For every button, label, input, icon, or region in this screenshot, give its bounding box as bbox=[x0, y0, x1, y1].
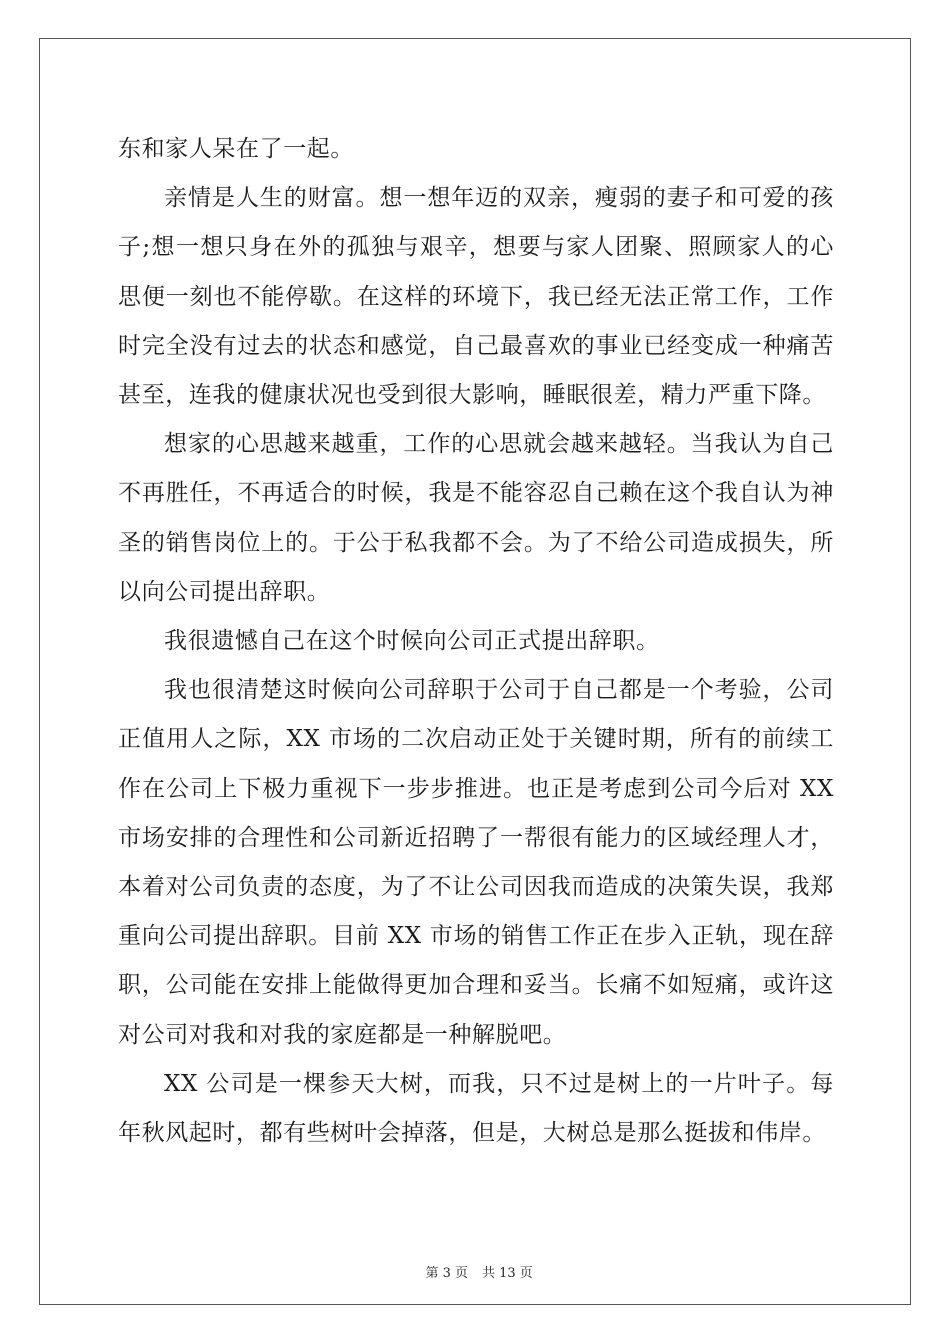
paragraph: XX 公司是一棵参天大树，而我，只不过是树上的一片叶子。每年秋风起时，都有些树叶会掉落，但是，大树总是那么挺拔和伟岸。 bbox=[118, 1070, 834, 1147]
paragraph: 想家的心思越来越重，工作的心思就会越来越轻。当我认为自己不再胜任，不再适合的时候，我是不能容忍自己赖在这个我自认为神圣的销售岗位上的。于公于私我都不会。为了不给公司造成损失，所以向公司提出辞职。 bbox=[118, 431, 834, 605]
page-footer bbox=[0, 1247, 950, 1281]
paragraph: 亲情是人生的财富。想一想年迈的双亲，瘦弱的妻子和可爱的孩子;想一想只身在外的孤独与艰辛，想要与家人团聚、照顾家人的心思便一刻也不能停歇。在这样的环境下，我已经无法正常工作，工作时完全没有过去的状态和感觉，自己最喜欢的事业已经变成一种痛苦甚至，连我的健康状况也受到很大影响，睡眠很差，精力严重下降。 bbox=[118, 185, 834, 409]
paragraph: 东和家人呆在了一起。 bbox=[118, 136, 354, 162]
paragraph: 我也很清楚这时候向公司辞职于公司于自己都是一个考验，公司正值用人之际，XX 市场的二次启动正处于关键时期，所有的前续工作在公司上下极力重视下一步步推进。也正是考虑到公司今后对 XX 市场安排的合理性和公司新近招聘了一帮很有能力的区域经理人才，本着对公司负责的态度，为了不让公司因我而造成的决策失误，我郑重向公司提出辞职。目前 XX 市场的销售工作正在步入正轨，现在辞职，公司能在安排上能做得更加合理和妥当。长痛不如短痛，或许这对公司对我和对我的家庭都是一种解脱吧。 bbox=[118, 677, 842, 1048]
paragraph: 我很遗憾自己在这个时候向公司正式提出辞职。 bbox=[164, 628, 660, 655]
page-number: 第 3 页 bbox=[425, 1266, 468, 1281]
document-body bbox=[118, 125, 842, 1158]
page-total: 共 13 页 bbox=[482, 1266, 533, 1281]
